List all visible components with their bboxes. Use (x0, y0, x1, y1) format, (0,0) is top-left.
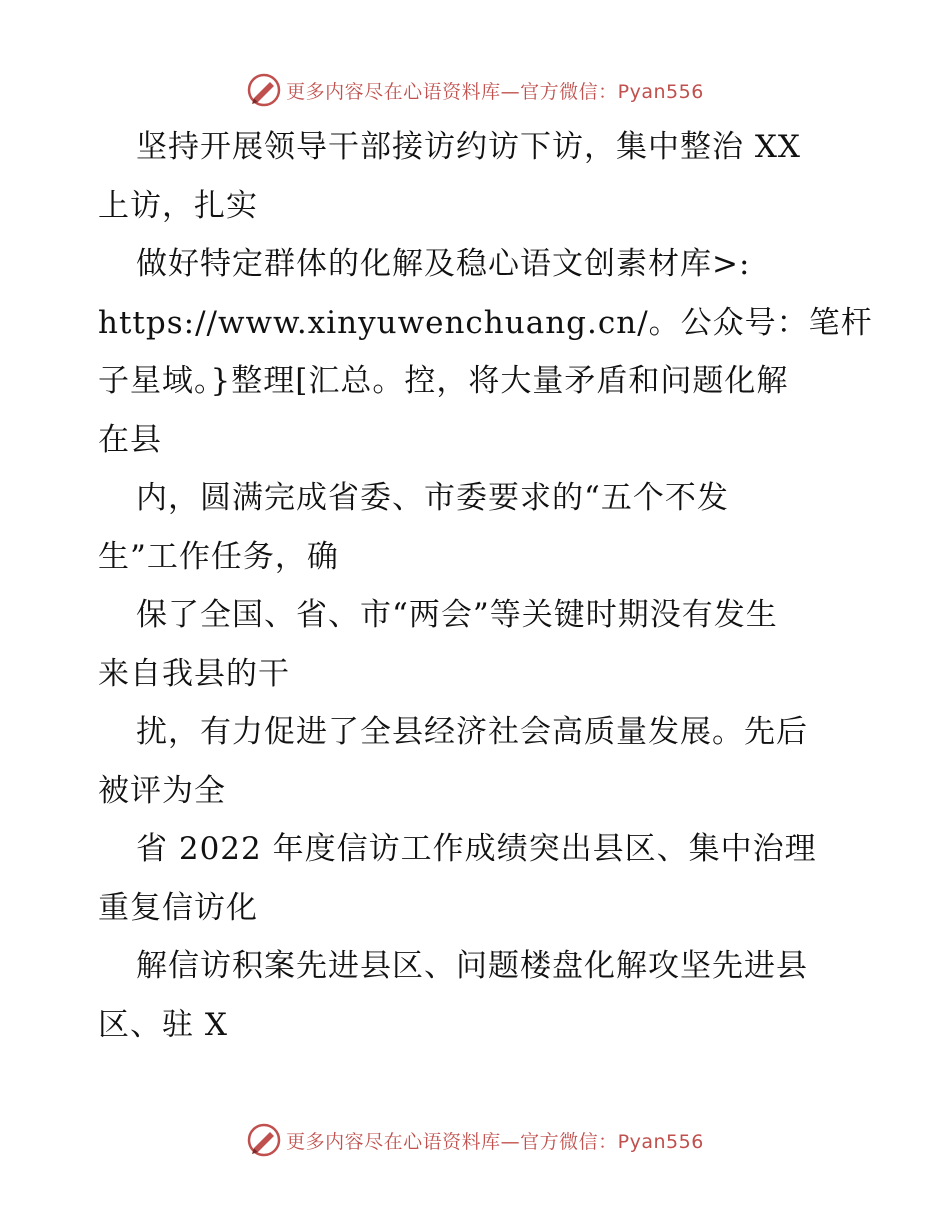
footer-banner (0, 1120, 950, 1160)
body-line: 内，圆满完成省委、市委要求的“五个不发 (136, 480, 729, 516)
body-line: 扰，有力促进了全县经济社会高质量发展。先后 (136, 714, 808, 750)
body-line: 在县 (98, 421, 162, 458)
pen-logo-icon (246, 1122, 282, 1158)
body-line: 保了全国、省、市“两会”等关键时期没有发生 (136, 597, 778, 633)
document-body (98, 118, 878, 1054)
body-line: 被评为全 (98, 772, 226, 809)
body-line: 做好特定群体的化解及稳心语文创素材库>: (136, 246, 751, 282)
body-line: 来自我县的干 (98, 655, 290, 692)
body-line: 重复信访化 (98, 889, 258, 926)
body-line: 上访，扎实 (98, 187, 258, 224)
body-line: 坚持开展领导干部接访约访下访，集中整治 XX (136, 129, 801, 165)
body-line: 子星域。}整理[汇总。控，将大量矛盾和问题化解 (98, 363, 789, 399)
pen-logo-icon (246, 72, 282, 108)
header-banner (0, 70, 950, 110)
body-line: 省 2022 年度信访工作成绩突出县区、集中治理 (136, 831, 817, 867)
body-line: 区、驻 X (98, 1006, 228, 1043)
body-line: https://www.xinyuwenchuang.cn/。公众号：笔杆 (98, 304, 873, 341)
body-line: 解信访积案先进县区、问题楼盘化解攻坚先进县 (136, 948, 808, 984)
footer-banner-text: 更多内容尽在心语资料库—官方微信：Pyan556 (286, 1130, 704, 1153)
header-banner-text: 更多内容尽在心语资料库—官方微信：Pyan556 (286, 80, 704, 103)
body-line: 生”工作任务，确 (98, 538, 339, 575)
